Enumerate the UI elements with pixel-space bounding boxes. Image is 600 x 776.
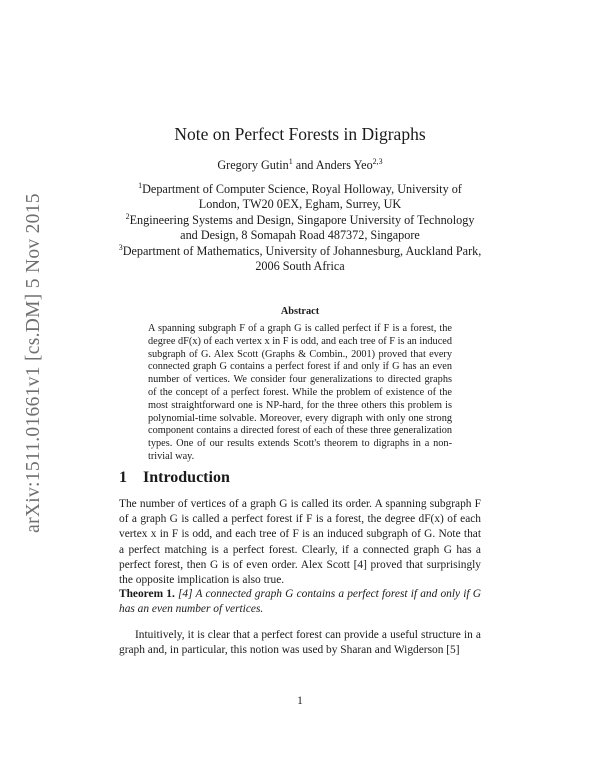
abstract-text: A spanning subgraph F of a graph G is called perfect if F is a forest, the degree dF(x) of each vertex x in F is odd, and each tree of F is an induced subgraph of G. Alex Scott (Graphs & Combin., 2001) proved that every connected graph G contains a perfect forest if and only if G has an even number of vertices. We consider four generalizations to directed graphs of the concept of a perfect forest. While the problem of existence of the most straightforward one is NP-hard, for the three others this problem is polynomial-time solvable. Moreover, every digraph with only one strong component contains a directed forest of each of these three generalization types. One of our results extends Scott's theorem to digraphs in a non-trivial way. [148, 323, 452, 462]
author-line [0, 158, 600, 173]
affiliation-2-text: Engineering Systems and Design, Singapore University of Technology and Design, 8 Somapah Road 487372, Singapore [129, 212, 475, 243]
paper-title: Note on Perfect Forests in Digraphs [174, 124, 426, 144]
author-gutin: Gregory Gutin [217, 158, 289, 172]
section-number: 1 [119, 469, 127, 486]
affiliation-1-mark: 1 [138, 181, 143, 190]
theorem-1 [119, 587, 481, 617]
author-yeo-affil-mark: 2,3 [372, 157, 383, 166]
affiliation-1 [118, 182, 482, 213]
author-gutin-affil-mark: 1 [288, 157, 293, 166]
page-number: 1 [297, 695, 303, 707]
affiliation-3-mark: 3 [118, 242, 123, 252]
author-connector: and [292, 158, 316, 172]
section-heading [119, 469, 230, 487]
arxiv-identifier: arXiv:1511.01661v1 [cs.DM] 5 Nov 2015 [23, 193, 44, 533]
intro-paragraph-1: The number of vertices of a graph G is called its order. A spanning subgraph F of a graph G is called a perfect forest if F is a forest, the degree dF(x) of each vertex x in F is odd, and each tree of F is an induced subgraph of G. Note that a perfect matching is a perfect forest. Clearly, if a connected graph G has a perfect forest, then G is of even order. Alex Scott [4] proved that surprisingly the opposite implication is also true. [119, 498, 481, 587]
intro-paragraph-2: Intuitively, it is clear that a perfect forest can provide a useful structure in a graph and, in particular, this notion was used by Sharan and Wigderson [5] [119, 629, 481, 657]
affiliations [118, 182, 482, 274]
theorem-label: Theorem 1. [119, 588, 175, 600]
section-title-text: Introduction [143, 469, 230, 486]
affiliation-3-text: Department of Mathematics, University of Johannesburg, Auckland Park, 2006 South Africa [122, 243, 482, 274]
affiliation-3 [118, 244, 482, 275]
author-yeo: Anders Yeo [315, 158, 373, 172]
abstract-heading: Abstract [280, 306, 320, 317]
affiliation-2-mark: 2 [125, 211, 130, 221]
affiliation-2 [118, 213, 482, 244]
affiliation-1-text: Department of Computer Science, Royal Holloway, University of London, TW20 0EX, Egham, Surrey, UK [142, 182, 462, 212]
theorem-statement: [4] A connected graph G contains a perfect forest if and only if G has an even number of vertices. [119, 588, 481, 616]
